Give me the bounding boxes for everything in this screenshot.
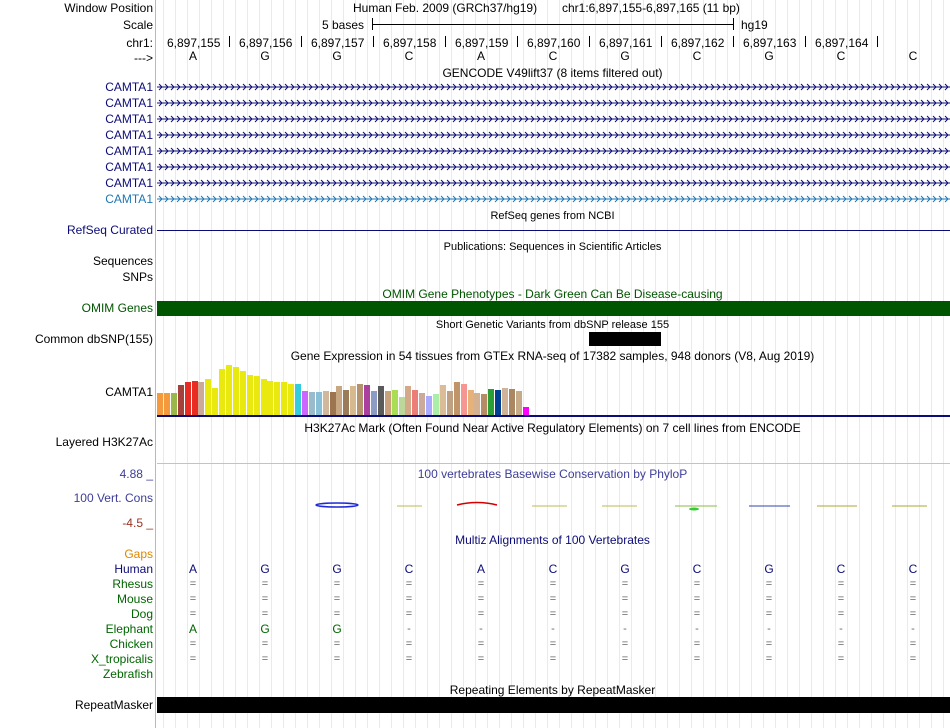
multiz-base: =	[477, 593, 485, 605]
gtex-tissue-bar[interactable]	[336, 386, 342, 415]
gaps-label: Gaps	[124, 547, 153, 561]
refseq-gene-line[interactable]	[157, 230, 950, 231]
multiz-base: =	[333, 608, 341, 620]
cons-graph[interactable]	[157, 495, 950, 515]
gtex-tissue-bar[interactable]	[357, 384, 363, 415]
coordinate-tick	[733, 36, 734, 47]
multiz-base: C	[692, 562, 702, 576]
coordinate-tick	[517, 36, 518, 47]
multiz-base: =	[549, 608, 557, 620]
gtex-tissue-bar[interactable]	[267, 381, 273, 415]
multiz-base: =	[837, 638, 845, 650]
coordinate-label: 6,897,160	[527, 36, 581, 50]
gtex-tissue-bar[interactable]	[461, 384, 467, 415]
gencode-transcript[interactable]	[157, 82, 950, 92]
gencode-transcript[interactable]	[157, 178, 950, 188]
multiz-base: =	[477, 608, 485, 620]
multiz-base: A	[188, 562, 197, 576]
cons-mark	[316, 503, 358, 507]
multiz-base: =	[549, 578, 557, 590]
gtex-tissue-bar[interactable]	[226, 365, 232, 415]
gtex-tissue-bar[interactable]	[281, 382, 287, 415]
position-text[interactable]: chr1:6,897,155-6,897,165 (11 bp)	[562, 1, 740, 15]
multiz-base: =	[477, 578, 485, 590]
repeatmasker-label[interactable]: RepeatMasker	[74, 698, 153, 712]
h3k27ac-baseline	[157, 463, 950, 464]
multiz-base: =	[261, 653, 269, 665]
multiz-base: =	[621, 578, 629, 590]
dbsnp-track-title[interactable]: Short Genetic Variants from dbSNP release 155	[435, 319, 670, 331]
coordinate-tick	[229, 36, 230, 47]
scale-text: 5 bases	[322, 18, 365, 32]
multiz-base: G	[260, 622, 270, 636]
multiz-base: =	[621, 638, 629, 650]
gtex-tissue-bar[interactable]	[488, 389, 494, 415]
gtex-tissue-bar[interactable]	[509, 389, 515, 415]
coordinate-label: 6,897,159	[455, 36, 509, 50]
repeatmasker-bar[interactable]	[157, 697, 950, 713]
gtex-track-title[interactable]: Gene Expression in 54 tissues from GTEx RNA-seq of 17382 samples, 948 donors (V8, Aug 2019)	[290, 349, 815, 363]
ruler-base[interactable]: G	[620, 49, 630, 63]
gtex-tissue-bar[interactable]	[474, 393, 480, 415]
multiz-base: =	[909, 638, 917, 650]
cons-mark	[457, 503, 497, 506]
multiz-base: =	[765, 638, 773, 650]
multiz-species-label[interactable]: Elephant	[105, 622, 153, 636]
multiz-base: G	[260, 562, 270, 576]
gtex-tissue-bar[interactable]	[454, 382, 460, 415]
multiz-species-label[interactable]: Chicken	[109, 637, 153, 651]
publications-track-title[interactable]: Publications: Sequences in Scientific Articles	[443, 241, 662, 253]
multiz-base: =	[549, 653, 557, 665]
multiz-base: G	[332, 562, 342, 576]
cons-max-label: 4.88 _	[119, 467, 153, 481]
coordinate-label: 6,897,163	[743, 36, 797, 50]
multiz-base: =	[261, 593, 269, 605]
multiz-base: =	[693, 608, 701, 620]
multiz-species-label[interactable]: Human	[114, 562, 153, 576]
gencode-gene-label[interactable]: CAMTA1	[105, 112, 153, 126]
gencode-transcript[interactable]	[157, 194, 950, 204]
gtex-tissue-bar[interactable]	[288, 384, 294, 415]
gtex-tissue-bar[interactable]	[412, 390, 418, 415]
coordinate-tick	[589, 36, 590, 47]
cons-label[interactable]: 100 Vert. Cons	[73, 491, 153, 505]
ruler-base[interactable]: C	[692, 49, 702, 63]
multiz-base: -	[695, 623, 699, 635]
window-position-label: Window Position	[64, 1, 153, 15]
coordinate-tick	[805, 36, 806, 47]
multiz-base: =	[909, 578, 917, 590]
gtex-tissue-bar[interactable]	[516, 391, 522, 415]
multiz-base: A	[188, 622, 197, 636]
gencode-transcript[interactable]	[157, 130, 950, 140]
gtex-tissue-bar[interactable]	[405, 386, 411, 415]
gtex-tissue-bar[interactable]	[233, 367, 239, 415]
multiz-base: =	[477, 638, 485, 650]
gtex-baseline	[157, 415, 950, 417]
multiz-base: =	[333, 653, 341, 665]
coordinate-label: 6,897,156	[239, 36, 293, 50]
gtex-tissue-bar[interactable]	[378, 386, 384, 415]
gencode-gene-label[interactable]: CAMTA1	[105, 176, 153, 190]
publications-snps-label[interactable]: SNPs	[122, 270, 153, 284]
h3k27ac-track-title[interactable]: H3K27Ac Mark (Often Found Near Active Regulatory Elements) on 7 cell lines from ENCODE	[304, 421, 801, 435]
assembly-text[interactable]: Human Feb. 2009 (GRCh37/hg19)	[353, 1, 538, 15]
multiz-base: -	[407, 623, 411, 635]
multiz-base: =	[405, 638, 413, 650]
gtex-tissue-bar[interactable]	[164, 393, 170, 415]
multiz-base: =	[693, 593, 701, 605]
omim-label[interactable]: OMIM Genes	[81, 301, 153, 315]
ruler-base[interactable]: A	[476, 49, 485, 63]
gtex-tissue-bar[interactable]	[433, 394, 439, 415]
gtex-tissue-bar[interactable]	[192, 381, 198, 415]
multiz-base: C	[836, 562, 846, 576]
multiz-base: =	[693, 653, 701, 665]
multiz-base: -	[911, 623, 915, 635]
dbsnp-variant[interactable]	[589, 332, 661, 346]
multiz-base: =	[333, 638, 341, 650]
gencode-transcript[interactable]	[157, 146, 950, 156]
coordinate-label: 6,897,158	[383, 36, 437, 50]
multiz-base: -	[839, 623, 843, 635]
publications-sequences-label[interactable]: Sequences	[92, 254, 153, 268]
cons-min-label: -4.5 _	[122, 516, 153, 530]
multiz-base: =	[333, 578, 341, 590]
scale-db: hg19	[741, 18, 768, 32]
gencode-gene-label[interactable]: CAMTA1	[105, 192, 153, 206]
coordinate-tick	[445, 36, 446, 47]
multiz-base: G	[764, 562, 774, 576]
multiz-base: =	[549, 593, 557, 605]
gtex-tissue-bar[interactable]	[440, 385, 446, 415]
multiz-base: =	[477, 653, 485, 665]
label-separator	[155, 0, 156, 728]
multiz-base: =	[189, 593, 197, 605]
gtex-tissue-bar[interactable]	[171, 393, 177, 415]
multiz-species-label[interactable]: Rhesus	[112, 577, 153, 591]
gencode-gene-label[interactable]: CAMTA1	[105, 144, 153, 158]
multiz-base: =	[837, 593, 845, 605]
gtex-label[interactable]: CAMTA1	[105, 385, 153, 399]
gencode-gene-label[interactable]: CAMTA1	[105, 80, 153, 94]
gtex-tissue-bar[interactable]	[350, 386, 356, 415]
multiz-base: =	[765, 593, 773, 605]
gencode-transcript[interactable]	[157, 162, 950, 172]
gtex-tissue-bar[interactable]	[495, 390, 501, 415]
multiz-base: A	[476, 562, 485, 576]
multiz-species-label[interactable]: X_tropicalis	[90, 652, 153, 666]
refseq-track-title[interactable]: RefSeq genes from NCBI	[490, 210, 615, 222]
repeatmasker-track-title[interactable]: Repeating Elements by RepeatMasker	[449, 683, 656, 697]
ruler-base[interactable]: C	[836, 49, 846, 63]
gencode-transcript[interactable]	[157, 114, 950, 124]
multiz-base: -	[479, 623, 483, 635]
gtex-tissue-bar[interactable]	[157, 393, 163, 415]
gtex-tissue-bar[interactable]	[274, 382, 280, 415]
multiz-base: =	[189, 653, 197, 665]
multiz-base: -	[623, 623, 627, 635]
gtex-tissue-bar[interactable]	[219, 369, 225, 415]
multiz-base: =	[405, 653, 413, 665]
multiz-base: =	[189, 638, 197, 650]
gtex-tissue-bar[interactable]	[481, 394, 487, 415]
multiz-base: =	[405, 608, 413, 620]
gtex-tissue-bar[interactable]	[185, 382, 191, 415]
gtex-tissue-bar[interactable]	[392, 390, 398, 415]
coordinate-tick	[877, 36, 878, 47]
coordinate-label: 6,897,161	[599, 36, 653, 50]
gtex-tissue-bar[interactable]	[468, 390, 474, 415]
gtex-tissue-bar[interactable]	[309, 392, 315, 415]
gencode-track-title[interactable]: GENCODE V49lift37 (8 items filtered out)	[442, 66, 663, 80]
multiz-base: G	[620, 562, 630, 576]
gtex-tissue-bar[interactable]	[261, 379, 267, 415]
gencode-transcript[interactable]	[157, 98, 950, 108]
gtex-tissue-bar[interactable]	[178, 385, 184, 415]
multiz-base: =	[693, 578, 701, 590]
multiz-base: =	[837, 578, 845, 590]
gtex-tissue-bar[interactable]	[295, 384, 301, 415]
ruler-base[interactable]: C	[908, 49, 918, 63]
gtex-tissue-bar[interactable]	[212, 388, 218, 415]
ruler-base[interactable]: G	[260, 49, 270, 63]
coordinate-tick	[661, 36, 662, 47]
cons-track-title[interactable]: 100 vertebrates Basewise Conservation by PhyloP	[417, 467, 688, 481]
multiz-base: -	[767, 623, 771, 635]
multiz-base: =	[765, 578, 773, 590]
multiz-base: =	[549, 638, 557, 650]
multiz-species-label[interactable]: Mouse	[116, 592, 153, 606]
multiz-base: G	[332, 622, 342, 636]
scale-label: Scale	[122, 18, 153, 32]
omim-track-title[interactable]: OMIM Gene Phenotypes - Dark Green Can Be Disease-causing	[382, 287, 723, 301]
cons-mark	[689, 508, 699, 511]
chrom-label: chr1:	[126, 36, 153, 50]
gtex-tissue-bar[interactable]	[419, 393, 425, 415]
multiz-base: =	[189, 578, 197, 590]
ruler-base[interactable]: C	[404, 49, 414, 63]
gtex-tissue-bar[interactable]	[371, 391, 377, 415]
gtex-tissue-bar[interactable]	[240, 371, 246, 415]
multiz-base: =	[693, 638, 701, 650]
multiz-base: =	[405, 593, 413, 605]
multiz-base: =	[837, 608, 845, 620]
gencode-gene-label[interactable]: CAMTA1	[105, 160, 153, 174]
multiz-base: =	[189, 608, 197, 620]
multiz-track-title[interactable]: Multiz Alignments of 100 Vertebrates	[455, 533, 650, 547]
scale-bar	[372, 24, 733, 25]
multiz-base: =	[621, 653, 629, 665]
gtex-tissue-bar[interactable]	[364, 385, 370, 415]
multiz-base: =	[333, 593, 341, 605]
h3k27ac-label[interactable]: Layered H3K27Ac	[55, 435, 153, 449]
multiz-base: =	[909, 653, 917, 665]
multiz-base: C	[908, 562, 918, 576]
multiz-base: =	[261, 608, 269, 620]
omim-phenotype-bar[interactable]	[157, 301, 950, 316]
coordinate-tick	[301, 36, 302, 47]
coordinate-label: 6,897,164	[815, 36, 869, 50]
multiz-species-label[interactable]: Dog	[130, 607, 153, 621]
multiz-base: =	[261, 638, 269, 650]
gtex-tissue-bar[interactable]	[399, 397, 405, 415]
ruler-base[interactable]: A	[188, 49, 197, 63]
gtex-tissue-bar[interactable]	[426, 396, 432, 415]
gtex-tissue-bar[interactable]	[247, 375, 253, 415]
coordinate-label: 6,897,162	[671, 36, 725, 50]
multiz-base: -	[551, 623, 555, 635]
gtex-tissue-bar[interactable]	[323, 391, 329, 415]
multiz-base: =	[621, 593, 629, 605]
gtex-tissue-bar[interactable]	[523, 407, 529, 415]
ruler-base[interactable]: G	[764, 49, 774, 63]
gtex-tissue-bar[interactable]	[302, 391, 308, 415]
multiz-base: =	[765, 653, 773, 665]
dbsnp-label[interactable]: Common dbSNP(155)	[34, 332, 153, 346]
gtex-tissue-bar[interactable]	[254, 376, 260, 415]
gtex-tissue-bar[interactable]	[343, 390, 349, 415]
multiz-species-label[interactable]: Zebrafish	[102, 667, 153, 681]
ruler-base[interactable]: C	[548, 49, 558, 63]
multiz-base: =	[621, 608, 629, 620]
refseq-label[interactable]: RefSeq Curated	[66, 223, 153, 237]
multiz-base: =	[909, 593, 917, 605]
scale-tick-right	[733, 18, 734, 30]
coordinate-label: 6,897,155	[167, 36, 221, 50]
multiz-base: =	[405, 578, 413, 590]
gtex-tissue-bar[interactable]	[330, 392, 336, 415]
coordinate-tick	[373, 36, 374, 47]
gencode-gene-label[interactable]: CAMTA1	[105, 128, 153, 142]
gencode-gene-label[interactable]: CAMTA1	[105, 96, 153, 110]
multiz-base: C	[404, 562, 414, 576]
strand-label: --->	[134, 51, 153, 65]
multiz-base: =	[765, 608, 773, 620]
gtex-tissue-bar[interactable]	[316, 392, 322, 415]
gtex-tissue-bar[interactable]	[385, 391, 391, 415]
gtex-tissue-bar[interactable]	[198, 382, 204, 415]
multiz-base: =	[837, 653, 845, 665]
multiz-base: C	[548, 562, 558, 576]
multiz-base: =	[909, 608, 917, 620]
ruler-base[interactable]: G	[332, 49, 342, 63]
multiz-base: =	[261, 578, 269, 590]
gtex-tissue-bar[interactable]	[502, 388, 508, 415]
gtex-tissue-bar[interactable]	[447, 391, 453, 415]
gtex-tissue-bar[interactable]	[205, 379, 211, 415]
coordinate-label: 6,897,157	[311, 36, 365, 50]
